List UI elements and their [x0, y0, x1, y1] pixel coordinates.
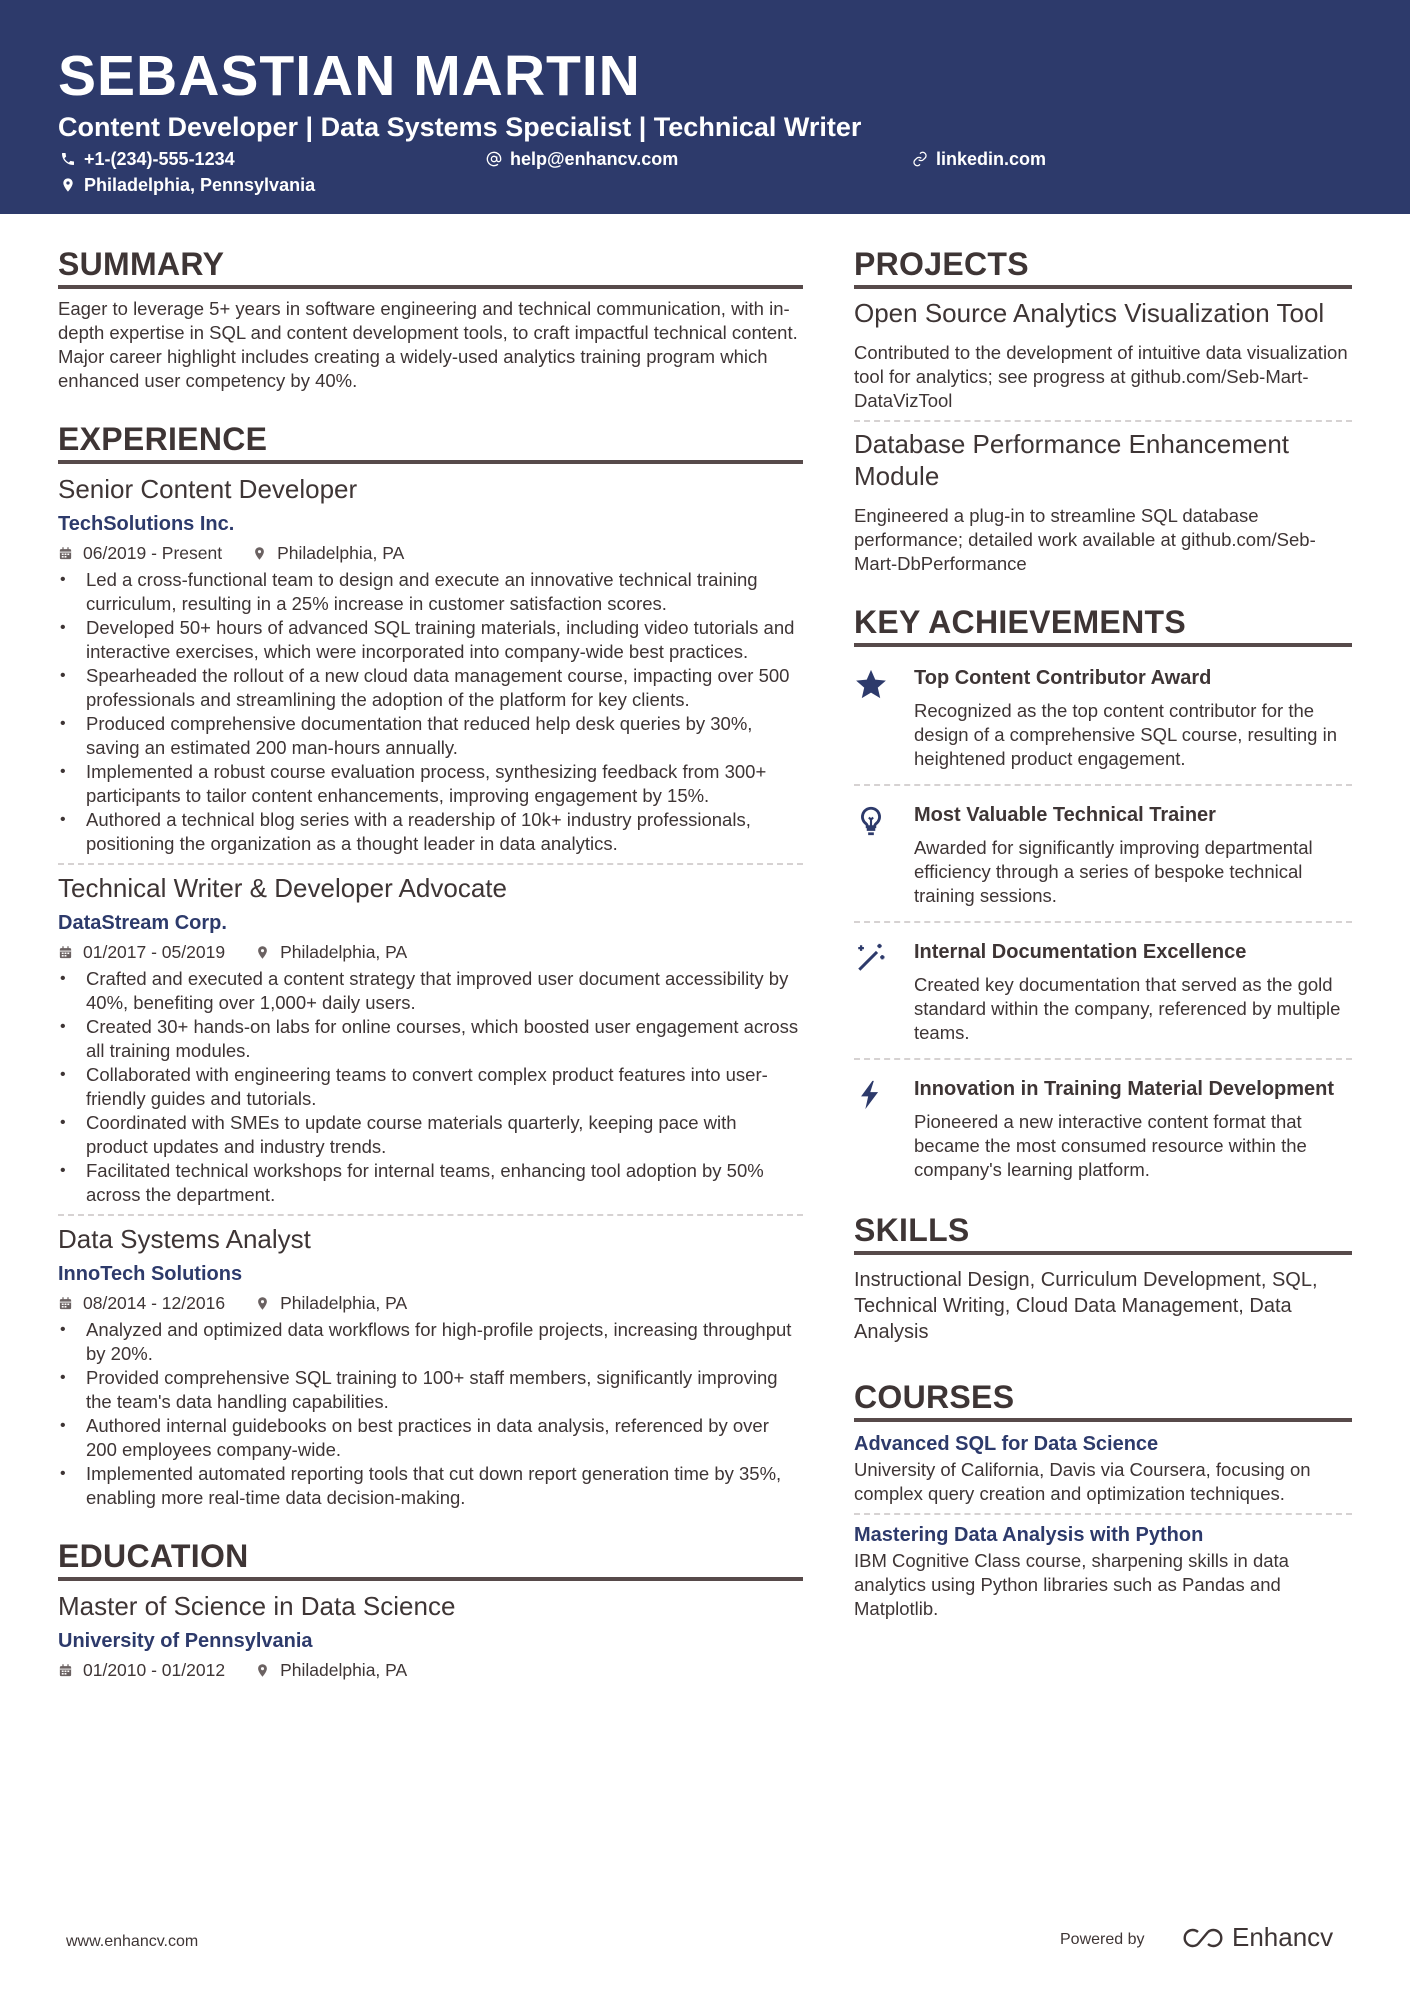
- experience-meta: [58, 540, 803, 566]
- location-pin-icon: [255, 1663, 270, 1678]
- experience-role: Data Systems Analyst: [58, 1224, 311, 1254]
- divider: [854, 420, 1352, 422]
- divider: [854, 784, 1352, 786]
- experience-role: Technical Writer & Developer Advocate: [58, 873, 507, 903]
- experience-heading: EXPERIENCE: [58, 419, 803, 464]
- bullet-item: • Developed 50+ hours of advanced SQL training materials, including video tutorials and interactive exercises, which were incorporated into company-wide best practices.: [58, 616, 803, 664]
- education-heading: EDUCATION: [58, 1536, 803, 1581]
- bullet-item: • Facilitated technical workshops for internal teams, enhancing tool adoption by 50% across the department.: [58, 1159, 803, 1207]
- contact-linkedin[interactable]: [912, 148, 1046, 170]
- achievement-desc: Pioneered a new interactive content format that became the most consumed resource within the company's learning platform.: [914, 1111, 1307, 1180]
- achievement-title: Top Content Contributor Award: [914, 667, 1212, 689]
- experience-dates: 06/2019 - Present: [83, 543, 223, 563]
- achievement-title: Innovation in Training Material Development: [914, 1078, 1335, 1100]
- bullet-item: • Provided comprehensive SQL training to 100+ staff members, significantly improving the team's data handling capabilities.: [58, 1366, 803, 1414]
- experience-item: [58, 871, 803, 1207]
- course-desc: University of California, Davis via Coursera, focusing on complex query creation and optimization techniques.: [854, 1459, 1311, 1504]
- lightning-bolt-icon: [854, 1078, 888, 1112]
- education-location-text: Philadelphia, PA: [280, 1660, 408, 1680]
- course-item: [854, 1521, 1352, 1621]
- location-pin-icon: [255, 945, 270, 960]
- education-location: [255, 1657, 407, 1683]
- experience-location: [252, 540, 404, 566]
- right-column: [854, 244, 1352, 1621]
- experience-location: [255, 1290, 407, 1316]
- calendar-icon: [58, 546, 73, 561]
- project-item: [854, 297, 1352, 413]
- location-pin-icon: [60, 177, 76, 193]
- resume-header: [0, 0, 1410, 214]
- bullet-item: • Led a cross-functional team to design and execute an innovative technical training curriculum, resulting in a 25% increase in customer satisfaction scores.: [58, 568, 803, 616]
- course-item: [854, 1430, 1352, 1506]
- experience-location-text: Philadelphia, PA: [280, 942, 408, 962]
- link-icon: [912, 151, 928, 167]
- location-pin-icon: [255, 1296, 270, 1311]
- skills-text: Instructional Design, Curriculum Development, SQL, Technical Writing, Cloud Data Management, Data Analysis: [854, 1269, 1318, 1343]
- bullet-item: • Collaborated with engineering teams to convert complex product features into user-friendly guides and tutorials.: [58, 1063, 803, 1111]
- linkedin-text: linkedin.com: [936, 149, 1047, 169]
- calendar-icon: [58, 945, 73, 960]
- contact-email[interactable]: [486, 148, 678, 170]
- education-meta: [58, 1657, 803, 1683]
- achievement-desc: Recognized as the top content contributor for the design of a comprehensive SQL course, resulting in heightened product engagement.: [914, 700, 1337, 769]
- at-sign-icon: [486, 151, 502, 167]
- education-degree: Master of Science in Data Science: [58, 1591, 456, 1621]
- education-school: University of Pennsylvania: [58, 1630, 313, 1652]
- achievement-item: [854, 1066, 1352, 1188]
- bullet-item: • Crafted and executed a content strategy that improved user document accessibility by 40%, benefiting over 1,000+ daily users.: [58, 967, 803, 1015]
- calendar-icon: [58, 1663, 73, 1678]
- divider: [58, 863, 803, 865]
- project-title: Database Performance Enhancement Module: [854, 429, 1290, 491]
- courses-heading: COURSES: [854, 1377, 1352, 1422]
- bullet-item: • Implemented automated reporting tools that cut down report generation time by 35%, enabling more real-time data decision-making.: [58, 1462, 803, 1510]
- candidate-title: Content Developer | Data Systems Specialist | Technical Writer: [58, 112, 862, 142]
- divider: [854, 1513, 1352, 1515]
- bullet-item: • Analyzed and optimized data workflows for high-profile projects, increasing throughput by 20%.: [58, 1318, 803, 1366]
- bullet-item: • Authored internal guidebooks on best practices in data analysis, referenced by over 200 employees company-wide.: [58, 1414, 803, 1462]
- divider: [854, 921, 1352, 923]
- experience-meta: [58, 939, 803, 965]
- bullet-item: • Created 30+ hands-on labs for online courses, which boosted user engagement across all training modules.: [58, 1015, 803, 1063]
- phone-text: +1-(234)-555-1234: [84, 149, 235, 169]
- bullet-item: • Produced comprehensive documentation that reduced help desk queries by 30%, saving an estimated 200 man-hours annually.: [58, 712, 803, 760]
- summary-heading: SUMMARY: [58, 244, 803, 289]
- skills-heading: SKILLS: [854, 1210, 1352, 1255]
- achievement-item: [854, 929, 1352, 1051]
- experience-dates: 01/2017 - 05/2019: [83, 942, 226, 962]
- experience-location-text: Philadelphia, PA: [277, 543, 405, 563]
- experience-bullets: [58, 1318, 803, 1510]
- education-item: [58, 1589, 803, 1683]
- project-title: Open Source Analytics Visualization Tool: [854, 298, 1325, 328]
- bullet-item: • Spearheaded the rollout of a new cloud data management course, impacting over 500 professionals and streamlining the adoption of the platform for key clients.: [58, 664, 803, 712]
- experience-location-text: Philadelphia, PA: [280, 1293, 408, 1313]
- experience-company: DataStream Corp.: [58, 912, 227, 934]
- footer-powered-by: Powered by: [1060, 1931, 1145, 1948]
- summary-text: Eager to leverage 5+ years in software engineering and technical communication, with in-depth expertise in SQL and content development tools, to craft impactful technical content. Major career highlight includes creating a widely-used analytics training program which enhanced user competency by 40%.: [58, 298, 798, 391]
- calendar-icon: [58, 1296, 73, 1311]
- star-icon: [854, 667, 888, 701]
- education-dates: 01/2010 - 01/2012: [83, 1660, 226, 1680]
- bullet-item: • Coordinated with SMEs to update course materials quarterly, keeping pace with product updates and industry trends.: [58, 1111, 803, 1159]
- location-pin-icon: [252, 546, 267, 561]
- experience-company: InnoTech Solutions: [58, 1263, 243, 1285]
- achievement-item: [854, 792, 1352, 914]
- experience-bullets: [58, 967, 803, 1207]
- divider: [58, 1214, 803, 1216]
- achievement-desc: Awarded for significantly improving departmental efficiency through a series of bespoke technical training sessions.: [914, 837, 1313, 906]
- achievement-title: Internal Documentation Excellence: [914, 941, 1247, 963]
- project-desc: Engineered a plug-in to streamline SQL database performance; detailed work available at github.com/Seb-Mart-DbPerformance: [854, 505, 1316, 574]
- experience-role: Senior Content Developer: [58, 474, 358, 504]
- course-title: Advanced SQL for Data Science: [854, 1433, 1159, 1455]
- enhancv-brand: Enhancv: [1232, 1922, 1334, 1952]
- experience-dates: 08/2014 - 12/2016: [83, 1293, 226, 1313]
- projects-heading: PROJECTS: [854, 244, 1352, 289]
- bullet-item: • Implemented a robust course evaluation process, synthesizing feedback from 300+ participants to tailor content enhancements, improving engagement by 15%.: [58, 760, 803, 808]
- achievement-item: [854, 655, 1352, 777]
- phone-icon: [60, 151, 76, 167]
- experience-bullets: [58, 568, 803, 856]
- achievement-desc: Created key documentation that served as the gold standard within the company, referenced by multiple teams.: [914, 974, 1341, 1043]
- bullet-item: • Authored a technical blog series with a readership of 10k+ industry professionals, positioning the organization as a thought leader in data analytics.: [58, 808, 803, 856]
- left-column: [58, 244, 803, 1683]
- location-text: Philadelphia, Pennsylvania: [84, 175, 316, 195]
- footer-url[interactable]: www.enhancv.com: [66, 1933, 199, 1950]
- experience-company: TechSolutions Inc.: [58, 513, 235, 535]
- experience-item: [58, 1222, 803, 1510]
- contact-phone[interactable]: [60, 148, 235, 170]
- project-item: [854, 428, 1352, 576]
- divider: [854, 1058, 1352, 1060]
- enhancv-logo-icon: [1180, 1925, 1226, 1951]
- candidate-name: SEBASTIAN MARTIN: [58, 44, 641, 108]
- experience-item: [58, 472, 803, 856]
- enhancv-logo[interactable]: [1180, 1922, 1333, 1953]
- achievement-title: Most Valuable Technical Trainer: [914, 804, 1216, 826]
- course-desc: IBM Cognitive Class course, sharpening skills in data analytics using Python libraries such as Pandas and Matplotlib.: [854, 1550, 1289, 1619]
- project-desc: Contributed to the development of intuitive data visualization tool for analytics; see progress at github.com/Seb-Mart-DataVizTool: [854, 342, 1348, 411]
- contact-location: [60, 174, 315, 196]
- email-text: help@enhancv.com: [510, 149, 679, 169]
- lightbulb-icon: [854, 804, 888, 838]
- achievements-heading: KEY ACHIEVEMENTS: [854, 602, 1352, 647]
- experience-meta: [58, 1290, 803, 1316]
- course-title: Mastering Data Analysis with Python: [854, 1524, 1204, 1546]
- magic-wand-icon: [854, 941, 888, 975]
- experience-location: [255, 939, 407, 965]
